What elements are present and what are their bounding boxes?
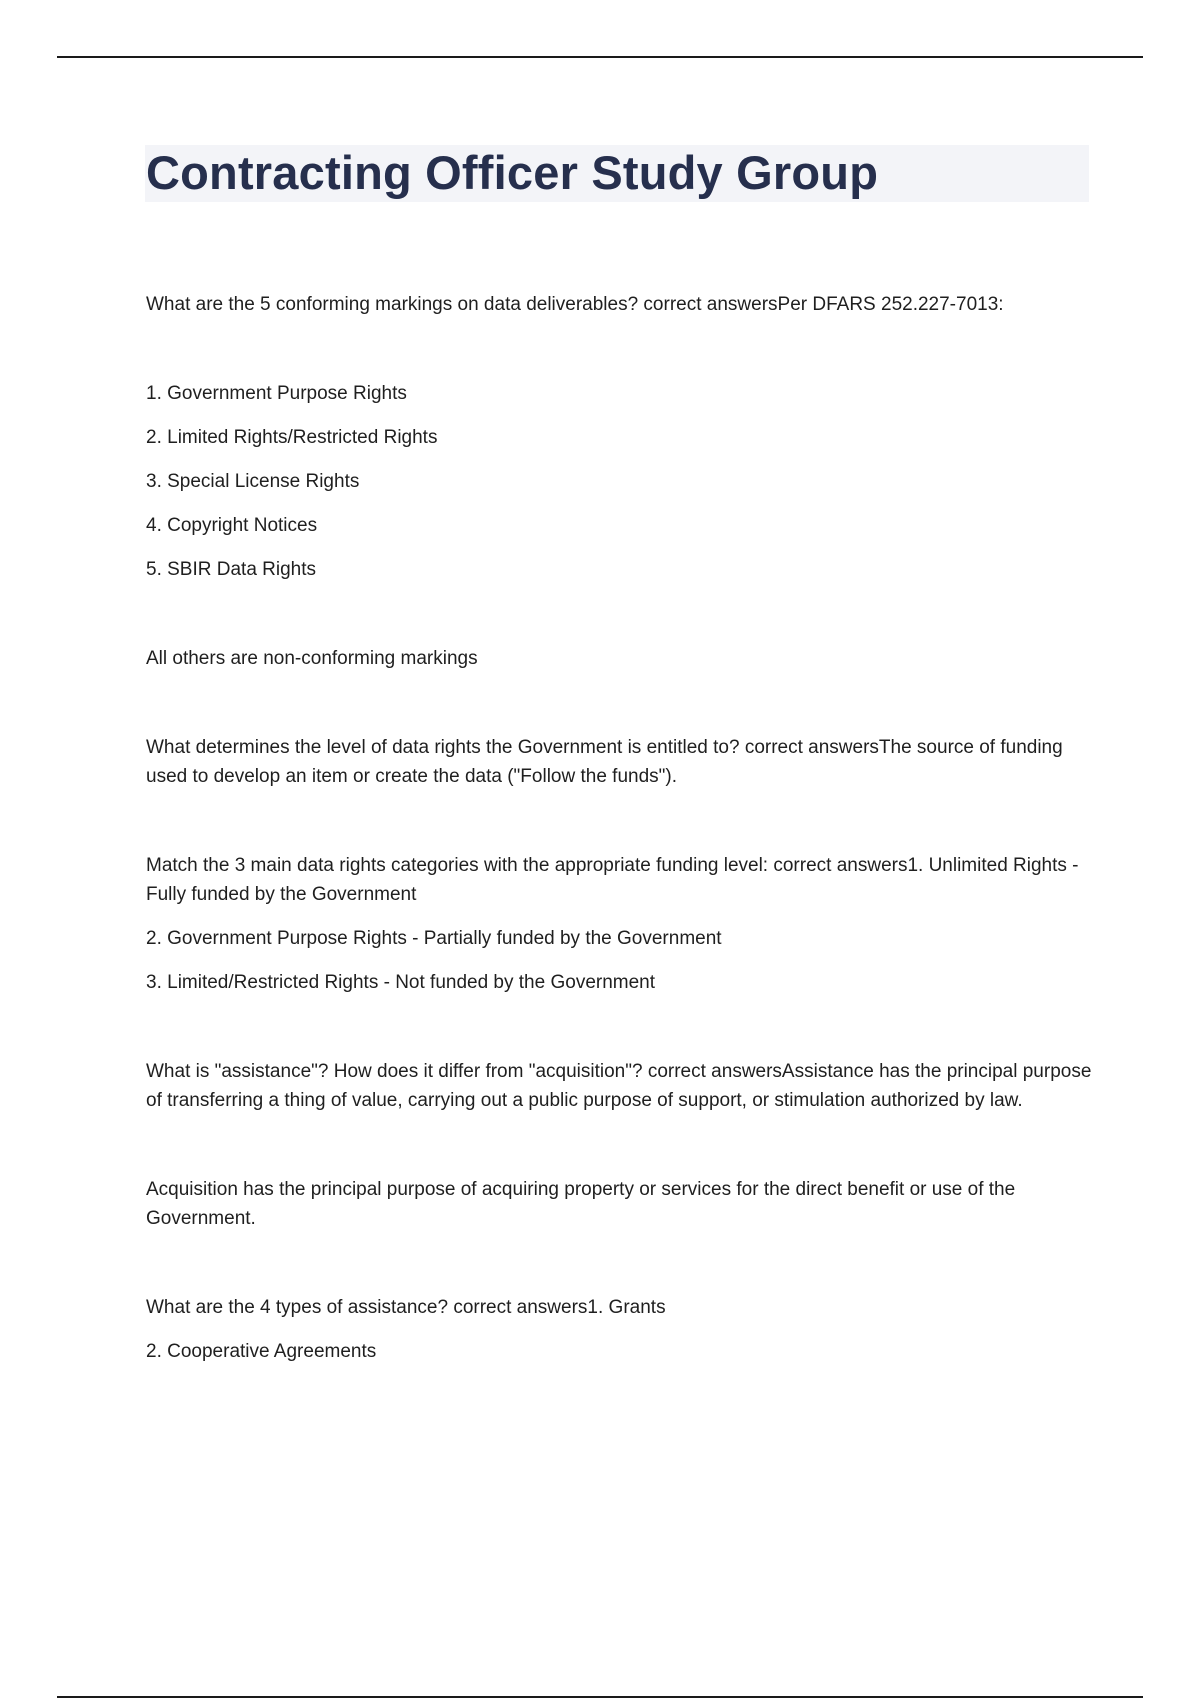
question-types-of-assistance: What are the 4 types of assistance? correct answers1. Grants [146, 1297, 666, 1318]
list-item: 3. Special License Rights [146, 471, 360, 492]
list-item: 3. Limited/Restricted Rights - Not funded by the Government [146, 972, 656, 993]
question-data-markings: What are the 5 conforming markings on data deliverables? correct answersPer DFARS 252.227-7013: [146, 294, 1004, 315]
top-rule [57, 56, 1143, 58]
list-item: 4. Copyright Notices [146, 515, 318, 536]
list-item: 2. Cooperative Agreements [146, 1341, 377, 1362]
document-body [146, 290, 1096, 1366]
list-item: 2. Limited Rights/Restricted Rights [146, 427, 438, 448]
paragraph: Acquisition has the principal purpose of acquiring property or services for the direct benefit or use of the Government. [146, 1179, 1016, 1229]
paragraph: All others are non-conforming markings [146, 648, 478, 669]
question-data-rights-level: What determines the level of data rights the Government is entitled to? correct answersThe source of funding used to develop an item or create the data ("Follow the funds"). [146, 737, 1063, 787]
document-title: Contracting Officer Study Group [146, 146, 879, 199]
list-item: 2. Government Purpose Rights - Partially funded by the Government [146, 928, 722, 949]
list-item: 5. SBIR Data Rights [146, 559, 317, 580]
question-match-categories: Match the 3 main data rights categories with the appropriate funding level: correct answers1. Unlimited Rights - Fully funded by the Government [146, 855, 1079, 905]
question-assistance: What is "assistance"? How does it differ from "acquisition"? correct answersAssistance has the principal purpose of transferring a thing of value, carrying out a public purpose of support, or stimulation authorized by law. [146, 1061, 1092, 1111]
bottom-rule [57, 1696, 1143, 1698]
list-item: 1. Government Purpose Rights [146, 383, 407, 404]
